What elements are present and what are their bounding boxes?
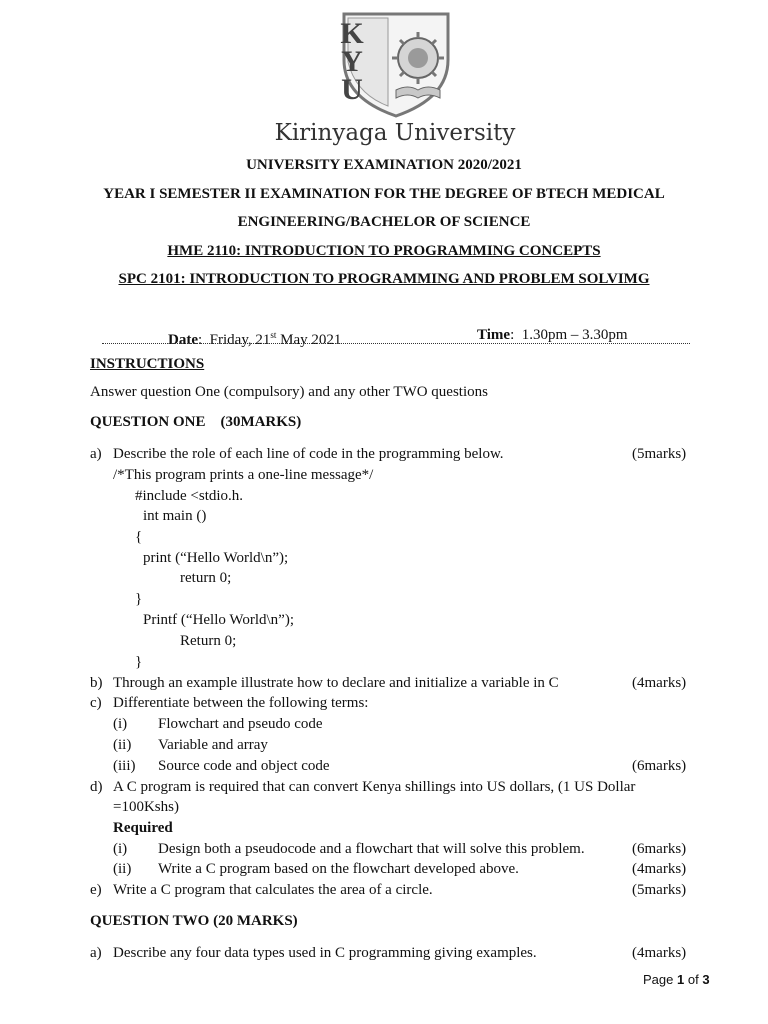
q1d-text-line-2: =100Kshs) <box>113 799 179 815</box>
q2a-text: Describe any four data types used in C programming giving examples. <box>113 945 537 961</box>
code-line: } <box>135 654 143 670</box>
q1c-item-text: Source code and object code <box>158 758 330 774</box>
q1d-label: d) <box>90 779 103 795</box>
q1d-item-num: (i) <box>113 841 128 857</box>
q1c-label: c) <box>90 695 102 711</box>
q1a-text: Describe the role of each line of code in the programming below. <box>113 446 504 462</box>
degree-line-2: ENGINEERING/BACHELOR OF SCIENCE <box>237 214 531 230</box>
q1c-item-num: (iii) <box>113 758 136 774</box>
q1c-text: Differentiate between the following terms: <box>113 695 369 711</box>
q1d-item-marks: (4marks) <box>632 861 687 877</box>
code-line: #include <stdio.h. <box>135 488 244 504</box>
q1e-marks: (5marks) <box>632 882 687 898</box>
q1c-item-num: (ii) <box>113 737 132 753</box>
q1b-text: Through an example illustrate how to declare and initialize a variable in C <box>113 675 559 691</box>
of-label: of <box>687 972 699 987</box>
code-line: Return 0; <box>180 633 237 649</box>
date-suffix: st <box>270 330 277 340</box>
q1d-item-marks: (6marks) <box>632 841 687 857</box>
code-line: { <box>135 529 143 545</box>
course-2 <box>0 269 768 289</box>
q2-heading: QUESTION TWO (20 MARKS) <box>90 913 298 929</box>
q1c-item-text: Variable and array <box>158 737 268 753</box>
degree-line-1: YEAR I SEMESTER II EXAMINATION FOR THE DEGREE OF BTECH MEDICAL <box>103 186 665 202</box>
q1c-item-text: Flowchart and pseudo code <box>158 716 323 732</box>
q2a-marks: (4marks) <box>632 945 687 961</box>
date-label: Date <box>168 332 198 348</box>
q1b-label: b) <box>90 675 103 691</box>
q1a-label: a) <box>90 446 102 462</box>
q1e-label: e) <box>90 882 102 898</box>
code-line: print (“Hello World\n”); <box>143 550 289 566</box>
course-1 <box>0 241 768 261</box>
university-name: Kirinyaga University <box>274 120 516 146</box>
q1c-item-num: (i) <box>113 716 128 732</box>
code-line: } <box>135 591 143 607</box>
code-line: int main () <box>143 508 207 524</box>
page-number <box>643 972 710 987</box>
code-line: Printf (“Hello World\n”); <box>143 612 294 628</box>
time-label: Time <box>477 327 511 343</box>
q1d-item-text: Write a C program based on the flowchart developed above. <box>158 861 519 877</box>
code-line: /*This program prints a one-line message*/ <box>113 467 374 483</box>
q1c-marks: (6marks) <box>632 758 687 774</box>
q1a-marks: (5marks) <box>632 446 687 462</box>
logo-text: KYU <box>340 17 364 106</box>
time-value: 1.30pm – 3.30pm <box>521 327 628 343</box>
code-line: return 0; <box>180 570 232 586</box>
page-label: Page <box>643 972 674 987</box>
q2a-label: a) <box>90 945 102 961</box>
q1d-item-text: Design both a pseudocode and a flowchart that will solve this problem. <box>158 841 585 857</box>
course-2-text: SPC 2101: INTRODUCTION TO PROGRAMMING AND PROBLEM SOLVIMG <box>118 271 650 287</box>
date-line: Date: Friday, 21st May 2021 <box>168 330 342 348</box>
page-current: 1 <box>677 972 685 987</box>
exam-title: UNIVERSITY EXAMINATION 2020/2021 <box>246 157 522 173</box>
q1b-marks: (4marks) <box>632 675 687 691</box>
q1-heading: QUESTION ONE (30MARKS) <box>90 414 302 430</box>
instructions-heading: INSTRUCTIONS <box>90 356 205 372</box>
q1d-text-line-1: A C program is required that can convert Kenya shillings into US dollars, (1 US Dollar <box>113 779 636 795</box>
q1d-item-num: (ii) <box>113 861 132 877</box>
q1d-required: Required <box>113 820 173 836</box>
page-total: 3 <box>702 972 710 987</box>
date-value: Friday, 21 <box>209 332 271 348</box>
date-month-year: May 2021 <box>276 332 342 348</box>
course-1-text: HME 2110: INTRODUCTION TO PROGRAMMING CONCEPTS <box>167 243 601 259</box>
instructions-text: Answer question One (compulsory) and any other TWO questions <box>90 384 488 400</box>
time-line: Time: 1.30pm – 3.30pm <box>477 327 628 343</box>
q1e-text: Write a C program that calculates the area of a circle. <box>113 882 433 898</box>
dotted-divider <box>102 343 690 344</box>
